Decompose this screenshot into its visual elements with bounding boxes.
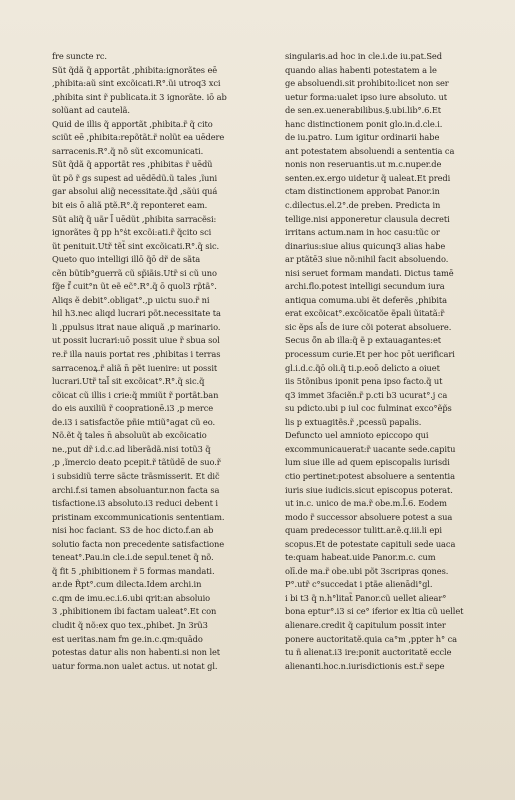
text-line: pristinam excommunicationis sententiam.	[52, 511, 225, 522]
text-line: cõicat cũ illis i crie:q̃ mmiũt r̃ portãt.ban	[52, 389, 219, 400]
text-line: sarracenoꝝ.r̃ aliã n̄ pẽt iuenire: ut possit	[52, 362, 218, 373]
text-line: tellige.nisi apponeretur clausula decreti	[285, 213, 450, 224]
text-line: alienare.credit q̃ capitulum possit inter	[285, 619, 446, 630]
text-line: lis p extuagitẽs.r̃ ,pcessũ papalis.	[285, 416, 422, 427]
text-line: nonis non reseruantis.ut m.c.nuper.de	[285, 159, 442, 170]
text-line: ne.,put dr̃ i.d.c.ad liberãdã.nisi totũ3 q̃	[52, 443, 211, 454]
text-line: de.i3 i satisfactõe pñie mtiũ°agat cũ eo.	[52, 416, 216, 427]
text-line: ,phibita sint r̃ publicata.i̇t 3 ignorãte. iō ab	[52, 91, 227, 102]
left-text-column	[52, 50, 266, 673]
text-line: te:quam habeat.uide Panor.m.c. cum	[285, 552, 436, 563]
text-line: iuris siue iudicis.sicut episcopus poterat.	[285, 484, 453, 495]
text-line: Aliqs ẽ debit°.obligat°.,p uictu suo.r̃ ni	[52, 294, 210, 305]
text-line: ctio pertinet:potest absoluere a sententia	[285, 470, 455, 481]
text-line: teneat°.Pau.in cle.i.de sepul.tenet q̃ nõ.	[52, 552, 214, 563]
text-line: q3 immet 3faciẽn.r̃ p.cti b3 ucurat°.j ca	[285, 389, 448, 400]
text-line: modo r̃ successor absoluere potest a sua	[285, 511, 453, 522]
text-line: ,p ,ĩmercio deato pcepit.r̃ tãtũdē de suo.r̃	[52, 457, 221, 468]
text-line: solutio facta non precedente satisfactione	[52, 538, 225, 549]
text-line: alienanti.hoc.n.iurisdictionis est.r̃ sepe	[285, 660, 445, 671]
right-text-column	[285, 50, 499, 673]
text-line: de sen.ex.uenerabilibus.§.ubi.lib°.6.Et	[285, 105, 442, 116]
text-line: Nõ.ẽt q̃ tales n̄ absoluũt ab excõicatio	[52, 430, 207, 441]
text-line: est ueritas.nam fm ge.in.c.qm:quādo	[52, 633, 203, 644]
text-line: ut possit lucrari:uō possit uiue r̃ sbua sol	[52, 335, 220, 346]
text-line: li ,ppulsus itrat naue aliquã ,p marinario.	[52, 321, 221, 332]
text-line: q̃ fit 5 ,phibitionem r̃ 5 formas mandati.	[52, 565, 215, 576]
text-line: excommunicauerat:r̃ uacante sede.capitu	[285, 443, 456, 454]
text-line: Sũt q̃dã q̃ apportãt res ,phibitas r̃ uēdũ	[52, 159, 213, 170]
text-line: Defuncto uel amnioto epiccopo qui	[285, 430, 429, 441]
text-line: quando alias habenti potestatem a le	[285, 64, 437, 75]
text-line: ctam distinctionem approbat Panor.in	[285, 186, 440, 197]
text-line: nisi seruet formam mandati. Dictus tamē	[285, 267, 454, 278]
text-line: ge absoluendi.sit prohibito:licet non ser	[285, 78, 449, 89]
text-line: ũt põ r̃ gs supest ad uēdēdũ.ũ tales ,ĩuni	[52, 172, 218, 183]
text-line: quam predecessor tulitt.ar.ẽ.q.iii.li epi	[285, 525, 442, 536]
text-line: Sũt aliq̃ q̃ uãr l̃ uēdũt ,phibita sarracẽsi:	[52, 213, 217, 224]
text-line: iis 5tõnibus iponit pena ipso facto.q̃ ut	[285, 376, 443, 387]
text-line: Quid de illis q̃ apportãt ,phibita.r̃ q̃ cito	[52, 118, 213, 129]
text-line: senten.ex.ergo uidetur q̃ ualeat.Et predi	[285, 172, 451, 183]
text-line: sarracenis.R°.q̃ nõ sũt excomunicati.	[52, 145, 204, 156]
text-line: uetur forma:ualet ipso iure absoluto. ut	[285, 91, 448, 102]
text-line: Sũt q̃dã q̃ apportãt ,phibita:ignorãtes eē	[52, 64, 218, 75]
text-line: cẽn bũtib°guerrã cũ sp̃iãis.Utr̃ si cũ uno	[52, 267, 217, 278]
text-line: tisfactione.i3 absoluto.i3 reduci debent i	[52, 498, 218, 509]
text-line: fre suncte rc.	[52, 51, 107, 61]
text-line: cludit q̃ nõ:ex quo tex.,phibet. Jn 3rũ3	[52, 619, 208, 630]
text-line: irritans actum.nam in hoc casu:tũc or	[285, 227, 440, 238]
text-line: ponere auctoritatẽ.quia ca°m ,ppter h° ca	[285, 633, 457, 644]
text-line: solũant ad cautelã.	[52, 105, 130, 116]
text-line: olī.de ma.r̃ obe.ubi põt 3scripras qones.	[285, 565, 449, 576]
text-line: erat excõicat°.excõicatõe ẽpali ũitatã:r̃	[285, 308, 445, 319]
text-line: Secus ō̃n ab illa:q̃ ẽ p extauagantes:et	[285, 335, 442, 346]
text-line: uatur forma.non ualet actus. ut notat gl.	[52, 660, 218, 671]
text-line: re.r̃ illa nauis portat res ,phibitas i terras	[52, 349, 221, 360]
text-line: su pdicto.ubi p iul coc fulminat exco°ẽp̃s	[285, 403, 452, 414]
text-line: hanc distinctionem ponit glo.in.d.cle.i.	[285, 118, 443, 129]
text-line: P°.utr̃ c°succedat i ptãe alienādi°gl.	[285, 579, 433, 590]
text-line: ,phibita:aũ sint excõicati.R°.ũi utroq3 xci	[52, 78, 221, 89]
text-line: bit eis ō aliã ptẽ.R°.q̃ reponteret eam.	[52, 200, 208, 211]
text-line: gar absolui alig̃ necessitate.q̃d ,sãu̇i quá	[52, 186, 218, 197]
text-line: nisi hoc faciant. S3 de hoc dicto.f.an ab	[52, 525, 214, 536]
text-line: 3 ,phibitionem ibi factam ualeat°.Et con	[52, 606, 217, 617]
text-line: Queto quo intelligi illō q̃ō dr̃ de sãta	[52, 254, 201, 265]
text-line: potestas datur alis non habenti.si non let	[52, 647, 221, 658]
text-line: de iu.patro. Lum igitur ordinarii habe	[285, 132, 440, 143]
text-line: singularis.ad hoc in cle.i.de iu.pat.Sed	[285, 51, 442, 61]
text-line: ignorãtes q̃ pp h°ṡt excõi:ati.r̃ q̃cito sci	[52, 227, 212, 238]
text-line: ant potestatem absoluendi a sententia ca	[285, 145, 455, 156]
text-line: c.dilectus.el.2°.de preben. Predicta in	[285, 200, 441, 211]
text-line: ut in.c. unico de ma.r̃ obe.m.l̃.6. Eodem	[285, 498, 447, 509]
text-line: gl.i.d.c.q̃ō oli.q̃ ti.p.eoō delicto a oiuet	[285, 362, 440, 373]
text-line: ar ptãtē3 siue nõ:nihil facit absoluendo.	[285, 254, 449, 265]
text-line: ũt penituit.Utr̃ tẽt̃ sint excõicati.R°.q̃ sic.	[52, 240, 220, 251]
text-line: fg̃e f̃ cuit°n ũt eẽ ec̃°.R°.q̃ ō quol3 rp̃tã°.	[52, 281, 217, 292]
text-line: ar.de R̃pt°.cum dilecta.Idem archi.in	[52, 579, 202, 590]
text-line: do eis auxiliũ r̃ cooprationē.i3 ,p merce	[52, 403, 214, 414]
text-line: hil h3.nec aliqd lucrari põt.necessitate ta	[52, 308, 221, 319]
text-line: sciũt eē ,phibita:repõtãt.r̃ nolũt ea uēdere	[52, 132, 225, 143]
text-line: i bi t3 q̃ n.h°litat̃ Panor.cũ uellet aliear°	[285, 592, 447, 603]
text-line: lum siue ille ad quem episcopalis iurisdi	[285, 457, 450, 468]
text-line: tu ñ alienat.i3 ire:ponit auctoritatẽ eccle	[285, 647, 452, 658]
text-line: i subsidiũ terre sãcte trãsmisserit. Et dic̃	[52, 470, 220, 481]
text-line: sic ẽps al̃s de iure cõi poterat absoluere.	[285, 321, 452, 332]
text-line: antiqua comuma.ubi ẽt deferẽs ,phibita	[285, 294, 448, 305]
text-line: dinarius:siue alius quicunq3 alias habe	[285, 240, 446, 251]
text-line: scopus.Et de potestate capituli sede uaca	[285, 538, 456, 549]
text-line: bona eptur°.i3 si ce° iferior ex ltia cũ uellet	[285, 606, 464, 617]
text-line: archi.f.si tamen absoluantur.non facta sa	[52, 484, 220, 495]
text-line: archi.flo.potest intelligi secundum iura	[285, 281, 445, 292]
text-line: c.qm de imu.ec.i.6.ubi qrit:an absoluio	[52, 592, 211, 603]
text-line: processum curie.Et per hoc pōt uerificari	[285, 349, 455, 360]
text-line: lucrari.Utr̃ tal̃ sit excõicat°.R°.q̃ sic.q̃	[52, 376, 205, 387]
